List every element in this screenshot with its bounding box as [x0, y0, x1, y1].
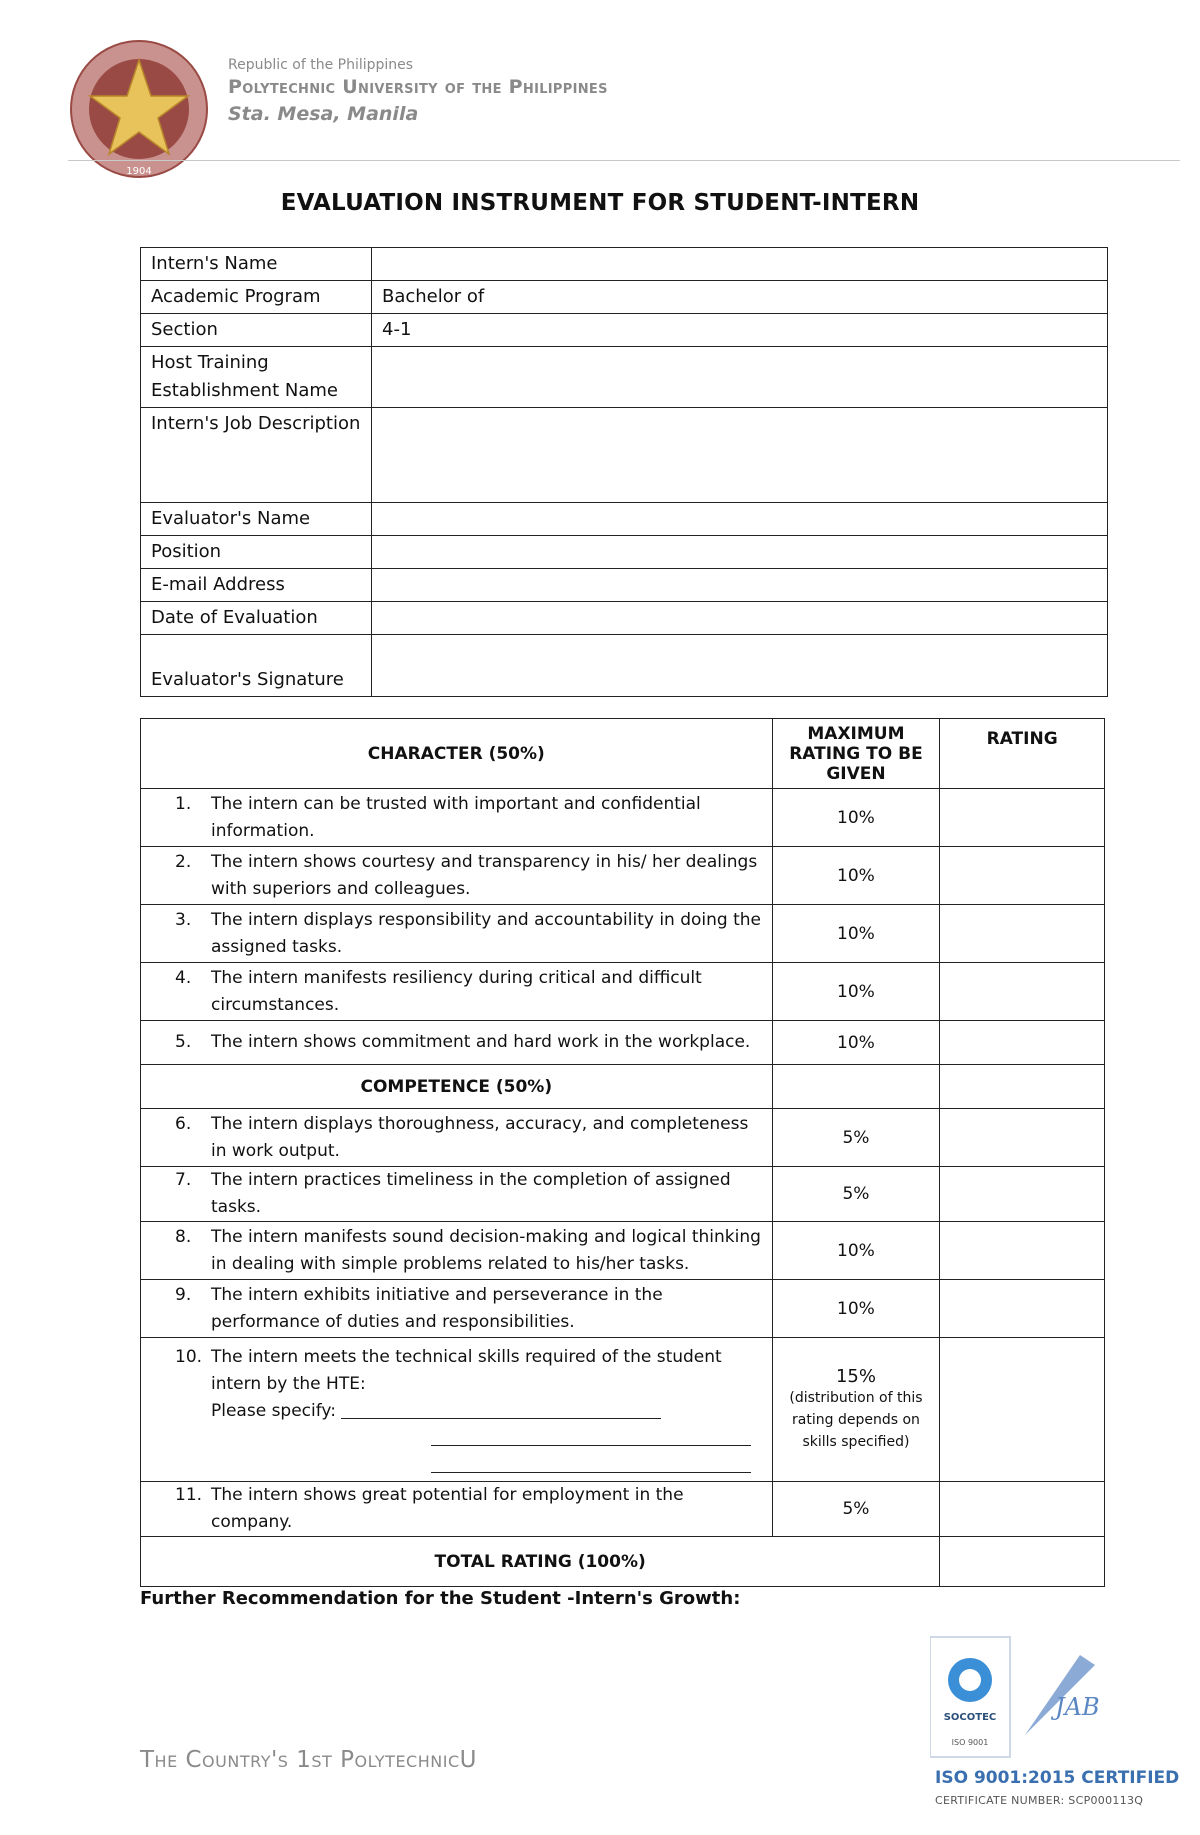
- item-number: 7.: [175, 1170, 192, 1190]
- info-label: Evaluator's Name: [141, 503, 372, 536]
- item-number: 6.: [175, 1113, 192, 1134]
- max-rating-cell: 10%: [772, 905, 940, 963]
- max-rating-cell: 10%: [772, 963, 940, 1021]
- intern-info-table: [140, 247, 1108, 697]
- specify-line-2[interactable]: [431, 1431, 751, 1446]
- job-description-field[interactable]: [372, 408, 1108, 503]
- item-text: The intern displays responsibility and accountability in doing the assigned tasks.: [211, 909, 762, 957]
- footer-motto: The Country's 1st PolytechnicU: [140, 1747, 477, 1773]
- position-field[interactable]: [372, 536, 1108, 569]
- rating-input-cell[interactable]: [940, 847, 1105, 905]
- info-label: E-mail Address: [141, 569, 372, 602]
- table-row: [141, 847, 773, 905]
- item-text: The intern exhibits initiative and perseverance in the performance of duties and responsibilities.: [211, 1284, 663, 1332]
- max-rating-cell: 10%: [772, 1021, 940, 1065]
- item-number: 2.: [175, 851, 192, 872]
- max-rating-cell: 10%: [772, 847, 940, 905]
- max-rating-cell: 5%: [772, 1109, 940, 1167]
- rating-input-cell[interactable]: [940, 789, 1105, 847]
- max-rating-header: MAXIMUM RATING TO BE GIVEN: [772, 719, 940, 789]
- header-divider: [68, 160, 1180, 161]
- rating-input-cell[interactable]: [940, 963, 1105, 1021]
- republic-line: Republic of the Philippines: [228, 57, 414, 73]
- item-number: 5.: [175, 1032, 192, 1052]
- university-seal-logo: [68, 38, 210, 180]
- rating-header: RATING: [940, 719, 1105, 789]
- iso-badge-label: ISO 9001: [951, 1738, 989, 1747]
- specify-line-1[interactable]: [341, 1404, 661, 1419]
- seal-year: 1904: [126, 166, 152, 177]
- max-rating-cell: 10%: [772, 1222, 940, 1280]
- item-text: The intern manifests resiliency during critical and difficult circumstances.: [211, 967, 702, 1015]
- rating-input-cell[interactable]: [940, 1167, 1105, 1222]
- date-of-evaluation-field[interactable]: [372, 602, 1108, 635]
- rating-input-cell[interactable]: [940, 1021, 1105, 1065]
- info-label: Academic Program: [141, 281, 372, 314]
- item-text: The intern shows courtesy and transparency in his/ her dealings with superiors and colleagues.: [211, 851, 758, 899]
- table-row: [141, 1338, 773, 1482]
- max-rating-cell: 10%: [772, 789, 940, 847]
- section-field[interactable]: 4-1: [372, 314, 1108, 347]
- table-row: [141, 1167, 773, 1222]
- info-label: Intern's Name: [141, 248, 372, 281]
- character-header: CHARACTER (50%): [141, 719, 773, 789]
- university-name: Polytechnic University of the Philippines: [228, 76, 608, 98]
- host-establishment-field[interactable]: [372, 347, 1108, 408]
- table-row: [141, 1222, 773, 1280]
- document-title: EVALUATION INSTRUMENT FOR STUDENT-INTERN: [280, 190, 920, 216]
- further-recommendation-label: Further Recommendation for the Student -Intern's Growth:: [140, 1588, 741, 1609]
- max-rating-cell: 5%: [772, 1482, 940, 1537]
- item-number: 8.: [175, 1226, 192, 1247]
- certificate-number: CERTIFICATE NUMBER: SCP000113Q: [935, 1794, 1144, 1807]
- max-rating-cell: [772, 1338, 940, 1482]
- intern-name-field[interactable]: [372, 248, 1108, 281]
- evaluator-name-field[interactable]: [372, 503, 1108, 536]
- table-row: [141, 1021, 773, 1065]
- item-text: The intern shows great potential for employment in the company.: [211, 1485, 684, 1532]
- academic-program-field[interactable]: Bachelor of: [372, 281, 1108, 314]
- item-text: The intern manifests sound decision-making and logical thinking in dealing with simple problems related to his/her tasks.: [211, 1226, 761, 1274]
- socotec-label: SOCOTEC: [943, 1712, 997, 1723]
- rating-input-cell[interactable]: [940, 1338, 1105, 1482]
- total-rating-label: TOTAL RATING (100%): [141, 1537, 940, 1587]
- campus-name: Sta. Mesa, Manila: [228, 103, 419, 125]
- empty-cell: [940, 1065, 1105, 1109]
- item-number: 10.: [175, 1347, 203, 1367]
- specify-line-3[interactable]: [431, 1458, 751, 1473]
- info-label: Position: [141, 536, 372, 569]
- item-number: 4.: [175, 967, 192, 988]
- email-field[interactable]: [372, 569, 1108, 602]
- specify-label: Please specify:: [211, 1401, 336, 1421]
- max-rating-value: 15%: [835, 1366, 876, 1387]
- item-number: 9.: [175, 1284, 192, 1305]
- max-rating-cell: 5%: [772, 1167, 940, 1222]
- table-row: [141, 789, 773, 847]
- item-number: 11.: [175, 1485, 203, 1505]
- evaluation-table: [140, 718, 1105, 1587]
- item-text: The intern meets the technical skills required of the student intern by the HTE:: [211, 1347, 722, 1394]
- info-label: Date of Evaluation: [141, 602, 372, 635]
- rating-input-cell[interactable]: [940, 1280, 1105, 1338]
- item-text: The intern displays thoroughness, accuracy, and completeness in work output.: [211, 1113, 749, 1161]
- iso-certified-label: ISO 9001:2015 CERTIFIED: [935, 1768, 1180, 1788]
- table-row: [141, 963, 773, 1021]
- rating-input-cell[interactable]: [940, 1109, 1105, 1167]
- table-row: [141, 905, 773, 963]
- max-rating-note: (distribution of this rating depends on skills specified): [789, 1390, 923, 1450]
- max-rating-cell: 10%: [772, 1280, 940, 1338]
- table-row: [141, 1482, 773, 1537]
- empty-cell: [772, 1065, 940, 1109]
- info-label: Intern's Job Description: [141, 408, 372, 503]
- item-text: The intern can be trusted with important and confidential information.: [211, 793, 701, 841]
- info-label: Host Training Establishment Name: [141, 347, 372, 408]
- info-label: Section: [141, 314, 372, 347]
- rating-input-cell[interactable]: [940, 1482, 1105, 1537]
- rating-input-cell[interactable]: [940, 905, 1105, 963]
- jab-label: JAB: [1055, 1693, 1100, 1721]
- rating-input-cell[interactable]: [940, 1222, 1105, 1280]
- item-text: The intern practices timeliness in the completion of assigned tasks.: [211, 1170, 731, 1217]
- table-row: [141, 1280, 773, 1338]
- total-rating-input-cell[interactable]: [940, 1537, 1105, 1587]
- certification-badges: [930, 1635, 1110, 1765]
- table-row: [141, 1109, 773, 1167]
- evaluator-signature-field[interactable]: [372, 635, 1108, 697]
- competence-section-title: COMPETENCE (50%): [141, 1065, 773, 1109]
- item-number: 1.: [175, 793, 192, 814]
- item-number: 3.: [175, 909, 192, 930]
- item-text: The intern shows commitment and hard work in the workplace.: [211, 1032, 751, 1052]
- info-label: Evaluator's Signature: [141, 635, 372, 697]
